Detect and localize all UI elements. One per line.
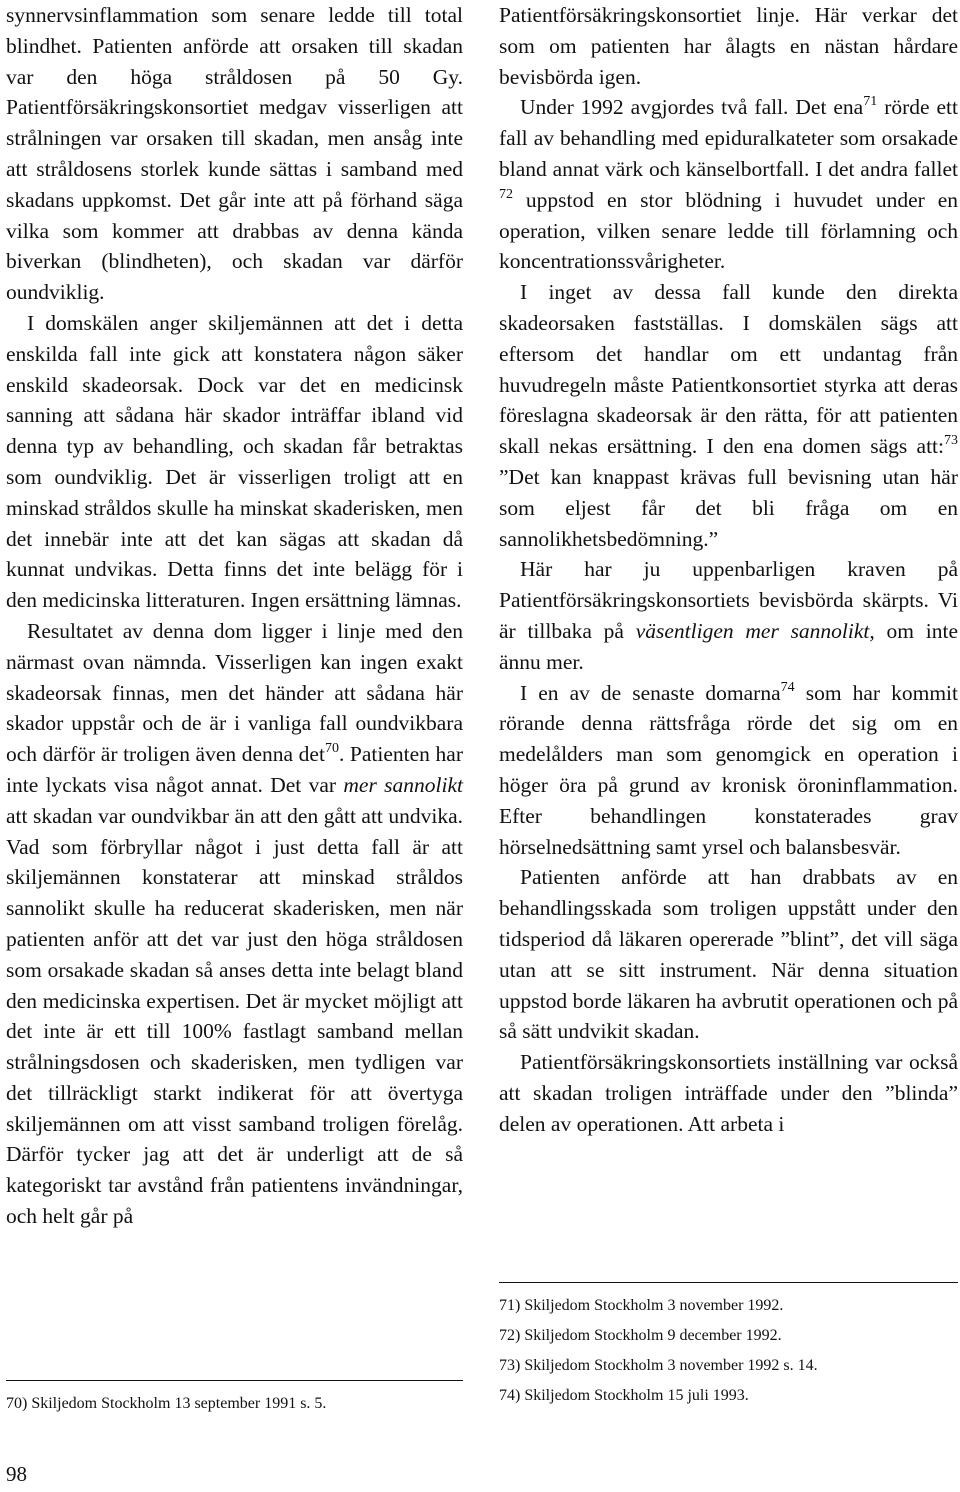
footnote: 70) Skiljedom Stockholm 13 september 1991 s. 5. [6, 1395, 327, 1412]
footnote-ref: 74 [780, 679, 795, 695]
paragraph: Här har ju uppenbarligen kraven på Patientförsäkringskonsortiets bevisbörda skärpts. Vi är tillbaka på väsentligen mer sannolikt, om inte ännu mer. [499, 557, 958, 674]
paragraph: synnervsinflammation som senare ledde till total blindhet. Patienten anförde att orsaken till skadan var den höga stråldosen på 50 Gy. Patientförsäkringskonsortiet medgav visserligen att strålningen var orsaken till skadan, men ansåg inte att stråldosens storlek kunde sättas i samband med skadans uppkomst. Det går inte att på förhand säga vilka som kommer att drabbas av denna kända biverkan (blindheten), och skadan var därför oundviklig. [6, 3, 463, 305]
paragraph: I inget av dessa fall kunde den direkta skadeorsaken fastställas. I domskälen sägs att eftersom det handlar om ett undantag från huvudregeln måste Patientkonsortiet styrka att deras föreslagna skadeorsak är den rätta, för att patienten skall nekas ersättning. I den ena domen sägs att:$^{73}$ ”Det kan knappast krävas full bevisning utan här som eljest får det bli fråga om en sannolikhetsbedömning.” [499, 280, 958, 551]
footnote-ref: 70 [324, 741, 339, 757]
footnote-ref: 72 [499, 186, 513, 202]
left-column [6, 0, 463, 1232]
footnote-ref: 73 [944, 433, 958, 449]
paragraph: I en av de senaste domarna$^{74}$ som har kommit rörande denna rättsfråga rörde det sig om en medelålders man som genomgick en operation i höger öra på grund av kronisk öroninflammation. Efter behandlingen konstaterades grav hörselnedsättning samt yrsel och balansbesvär. [499, 679, 959, 859]
paragraph: Patientförsäkringskonsortiet linje. Här verkar det som om patienten har ålagts en nästan hårdare bevisbörda igen. [499, 3, 958, 89]
footnotes-left [6, 1380, 463, 1419]
footnote: 73) Skiljedom Stockholm 3 november 1992 s. 14. [499, 1357, 818, 1374]
paragraph: Under 1992 avgjordes två fall. Det ena$^{71}$ rörde ett fall av behandling med epiduralkateter som orsakade bland annat värk och känselbortfall. I det andra fallet $^{72}$ uppstod en stor blödning i huvudet under en operation, vilken senare ledde till förlamning och koncentrationssvårigheter. [499, 94, 958, 274]
paragraph: Patientförsäkringskonsortiets inställning var också att skadan troligen inträffade under den ”blinda” delen av operationen. Att arbeta i [499, 1050, 958, 1136]
footnote-ref: 71 [863, 94, 878, 110]
footnote: 74) Skiljedom Stockholm 15 juli 1993. [499, 1387, 749, 1404]
right-column [499, 0, 958, 1139]
page-number: 98 [6, 1462, 27, 1486]
footnotes-right [499, 1282, 958, 1411]
footnote: 72) Skiljedom Stockholm 9 december 1992. [499, 1327, 782, 1344]
paragraph: Patienten anförde att han drabbats av en behandlingsskada som troligen uppstått under den tidsperiod då läkaren opererade ”blint”, det vill säga utan att se sitt instrument. När denna situation uppstod borde läkaren ha avbrutit operationen och på så sätt undvikit skadan. [499, 865, 958, 1044]
paragraph: Resultatet av denna dom ligger i linje med den närmast ovan nämnda. Visserligen kan ingen exakt skadeorsak finnas, men det händer att sådana här skador uppstår och de är i vanliga fall oundvikbara och därför är troligen även denna $\det^{70}$. Patienten har inte lyckats visa något annat. Det var mer sannolikt att skadan var oundvikbar än att den gått att undvika. Vad som förbryllar något i just detta fall är att skiljemännen konstaterar att minskad stråldos sannolikt skulle ha reducerat skaderisken, men när patienten anför att det var just den höga stråldosen som orsakade skadan så anses detta inte belagt bland den medicinska expertisen. Det är mycket möjligt att det inte är ett till 100% fastlagt samband mellan strålningsdosen och skaderisken, men tydligen var det tillräckligt starkt indikerat för att övertyga skiljemännen om att visst samband troligen förelåg. Därför tycker jag att det är underligt att de så kategoriskt tar avstånd från patientens invändningar, och helt går på [6, 618, 463, 1229]
paragraph: I domskälen anger skiljemännen att det i detta enskilda fall inte gick att konstatera någon säker enskild skadeorsak. Dock var det en medicinsk sanning att sådana här skador inträffar ibland vid denna typ av behandling, och skadan får betraktas som oundviklig. Det är visserligen troligt att en minskad stråldos skulle ha minskat skaderisken, men det innebär inte att det kan sägas att skadan då kunnat undvikas. Detta finns det inte belägg för i den medicinska litteraturen. Ingen ersättning lämnas. [6, 310, 463, 613]
footnote: 71) Skiljedom Stockholm 3 november 1992. [499, 1297, 784, 1314]
